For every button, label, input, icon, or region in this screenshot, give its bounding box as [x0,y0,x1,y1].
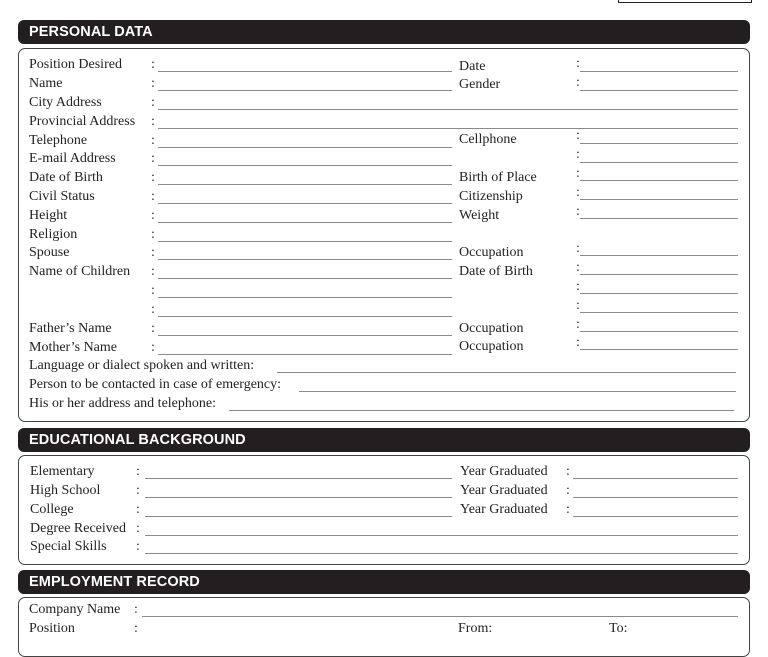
label-religion: Religion [29,227,78,242]
colon: : [566,502,570,517]
date-of-birth-field[interactable] [158,184,452,185]
label-mother-occupation: Occupation [459,339,524,354]
label-position-desired: Position Desired [29,57,122,72]
label-weight: Weight [459,208,500,223]
fathers-name-field[interactable] [158,335,452,336]
colon: : [576,260,580,275]
children-field-1[interactable] [158,278,452,279]
college-field[interactable] [145,516,452,517]
colon: : [151,283,155,298]
label-year-graduated-college: Year Graduated [460,502,548,517]
year-graduated-college-field[interactable] [573,516,738,517]
city-address-field[interactable] [158,109,738,110]
colon: : [151,302,155,317]
company-name-field[interactable] [142,616,738,617]
children-field-3[interactable] [158,316,452,317]
email-address-field[interactable] [158,165,452,166]
colon: : [151,114,155,129]
label-special-skills: Special Skills [30,539,107,554]
civil-status-field[interactable] [158,203,452,204]
colon: : [151,340,155,355]
label-spouse-occupation: Occupation [459,245,524,260]
label-gender: Gender [459,77,501,92]
degree-received-field[interactable] [145,535,738,536]
elementary-field[interactable] [145,478,452,479]
special-skills-field[interactable] [145,553,738,554]
colon: : [576,298,580,313]
provincial-address-field[interactable] [158,128,738,129]
label-name: Name [29,76,63,91]
label-height: Height [29,208,68,223]
label-civil-status: Civil Status [29,189,95,204]
colon: : [576,185,580,200]
colon: : [136,502,140,517]
emergency-contact-field[interactable] [299,391,736,392]
father-occupation-field[interactable] [580,331,738,332]
colon: : [136,464,140,479]
label-father-occupation: Occupation [459,321,524,336]
spouse-field[interactable] [158,259,452,260]
label-children-date-of-birth: Date of Birth [459,264,533,279]
language-field[interactable] [277,372,736,373]
label-telephone: Telephone [29,133,88,148]
mothers-name-field[interactable] [158,354,452,355]
year-graduated-elementary-field[interactable] [573,478,738,479]
colon: : [576,317,580,332]
label-birth-of-place: Birth of Place [459,170,537,185]
colon: : [576,204,580,219]
label-date: Date [459,59,486,74]
citizenship-field[interactable] [580,199,738,200]
children-dob-field-3[interactable] [580,312,738,313]
children-dob-field-2[interactable] [580,293,738,294]
colon: : [151,151,155,166]
emergency-address-field[interactable] [229,410,734,411]
colon: : [576,241,580,256]
label-to: To: [609,621,628,636]
section-header-personal-data: PERSONAL DATA [18,20,750,44]
colon: : [566,464,570,479]
colon: : [136,521,140,536]
label-language: Language or dialect spoken and written: [29,358,255,373]
colon: : [576,75,580,90]
label-year-graduated-elementary: Year Graduated [460,464,548,479]
cellphone-field-1[interactable] [580,143,738,144]
colon: : [151,264,155,279]
label-provincial-address: Provincial Address [29,114,136,129]
colon: : [151,189,155,204]
colon: : [136,539,140,554]
label-position: Position [29,621,75,636]
label-mothers-name: Mother’s Name [29,340,117,355]
label-email-address: E-mail Address [29,151,116,166]
colon: : [151,208,155,223]
colon: : [151,170,155,185]
label-college: College [30,502,74,517]
colon: : [134,602,138,617]
colon: : [576,56,580,71]
label-cellphone: Cellphone [459,132,517,147]
height-field[interactable] [158,222,452,223]
label-elementary: Elementary [30,464,95,479]
label-company-name: Company Name [29,602,121,617]
section-header-educational-background: EDUCATIONAL BACKGROUND [18,428,750,452]
religion-field[interactable] [158,241,452,242]
section-header-employment-record: EMPLOYMENT RECORD [18,570,750,594]
colon: : [151,321,155,336]
weight-field[interactable] [580,218,738,219]
colon: : [576,147,580,162]
label-fathers-name: Father’s Name [29,321,112,336]
colon: : [566,483,570,498]
label-emergency-contact: Person to be contacted in case of emergency: [29,377,282,392]
colon: : [151,76,155,91]
children-field-2[interactable] [158,297,452,298]
colon: : [151,227,155,242]
label-degree-received: Degree Received [30,521,126,536]
educational-background-frame [18,455,750,565]
label-emergency-address: His or her address and telephone: [29,396,216,411]
label-name-of-children: Name of Children [29,264,131,279]
colon: : [151,95,155,110]
label-from: From: [458,621,493,636]
label-year-graduated-high-school: Year Graduated [460,483,548,498]
colon: : [151,245,155,260]
colon: : [151,133,155,148]
mother-occupation-field[interactable] [580,349,738,350]
children-dob-field-1[interactable] [580,274,738,275]
birth-of-place-field[interactable] [580,180,738,181]
label-spouse: Spouse [29,245,70,260]
high-school-field[interactable] [145,497,452,498]
label-city-address: City Address [29,95,102,110]
position-desired-field[interactable] [158,71,452,72]
name-field[interactable] [158,90,452,91]
colon: : [134,621,138,636]
label-date-of-birth: Date of Birth [29,170,103,185]
photo-box [618,0,752,3]
colon: : [136,483,140,498]
spouse-occupation-field[interactable] [580,255,738,256]
cellphone-field-2[interactable] [580,162,738,163]
year-graduated-high-school-field[interactable] [573,497,738,498]
label-high-school: High School [30,483,101,498]
gender-field[interactable] [580,90,738,91]
colon: : [151,57,155,72]
telephone-field[interactable] [158,147,452,148]
colon: : [576,166,580,181]
colon: : [576,279,580,294]
employment-record-frame [18,597,750,657]
colon: : [576,128,580,143]
date-field[interactable] [580,71,738,72]
label-citizenship: Citizenship [459,189,523,204]
colon: : [576,335,580,350]
